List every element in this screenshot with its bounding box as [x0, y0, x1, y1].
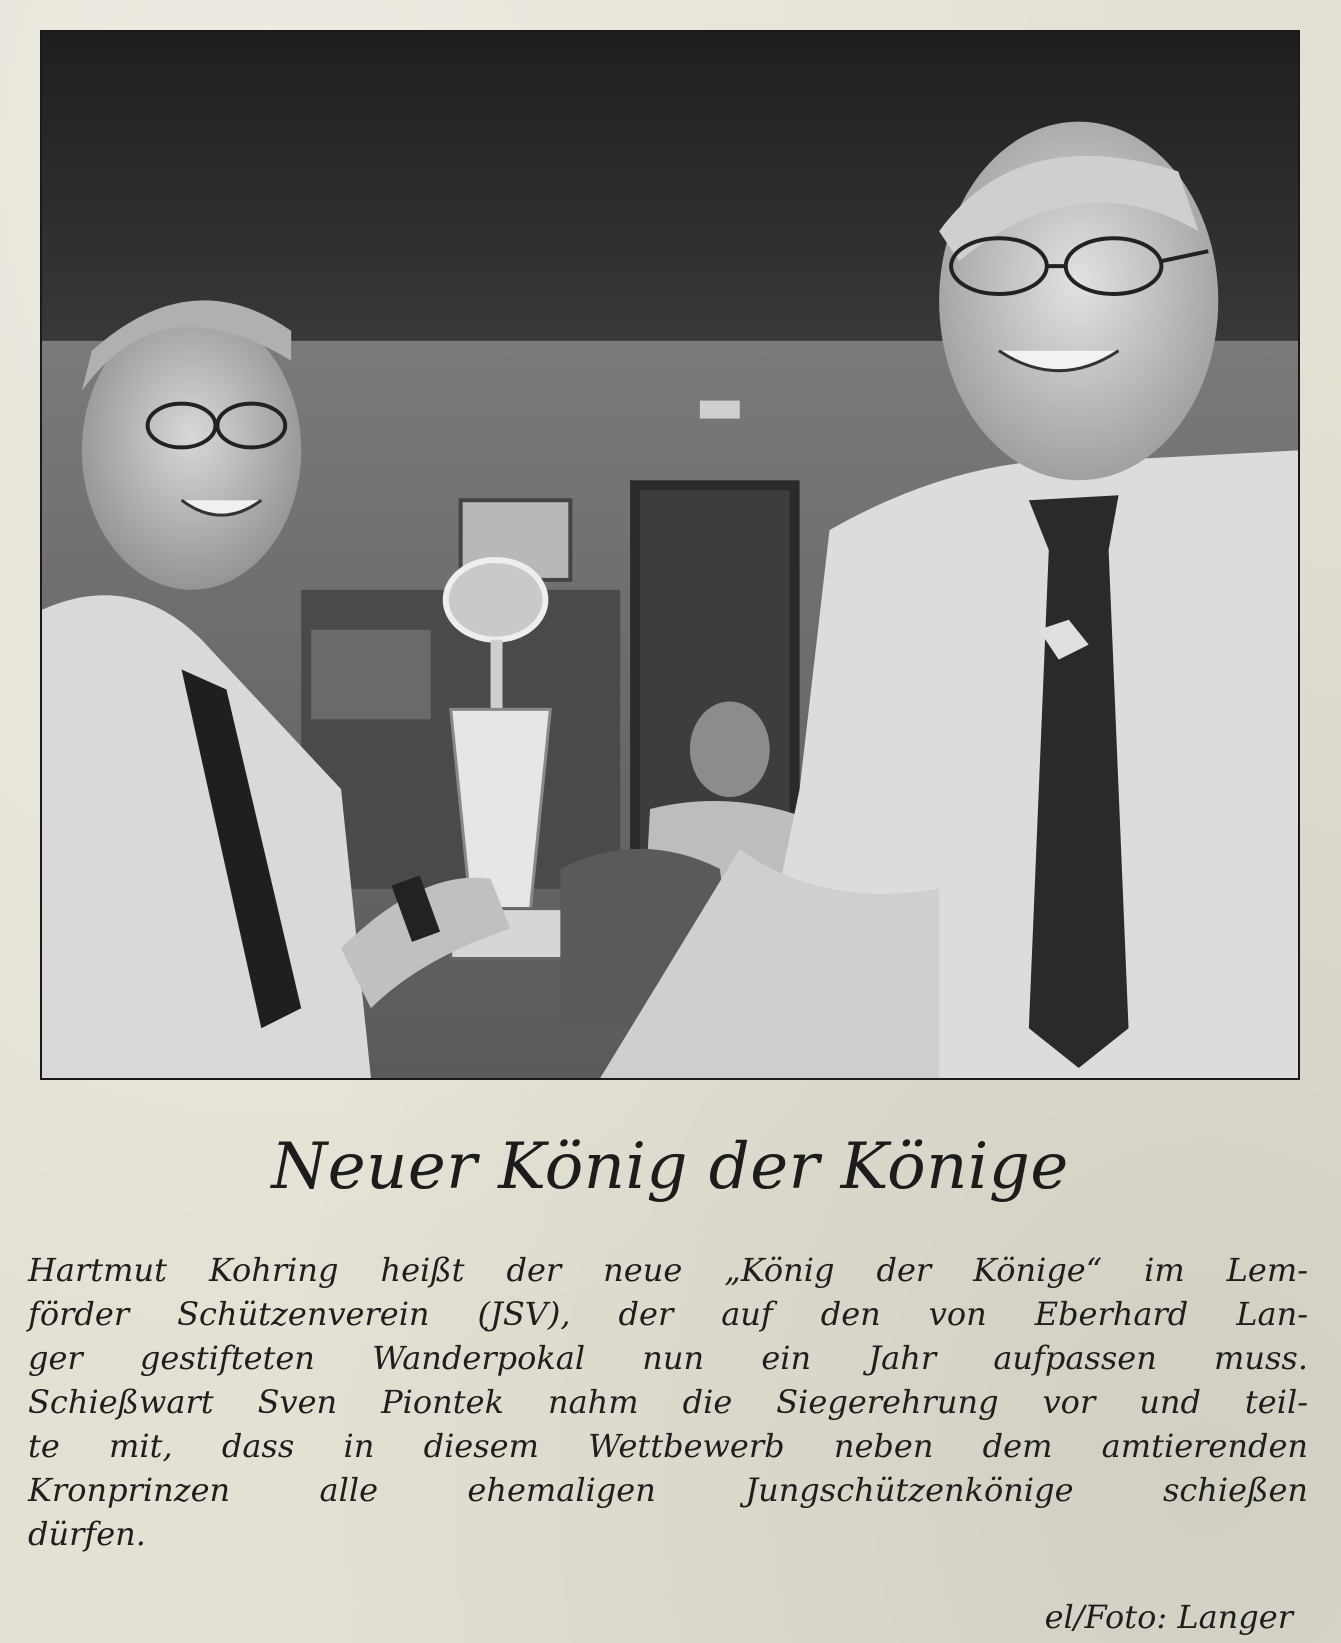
- photo-credit: el/Foto: Langer: [1044, 1598, 1293, 1636]
- caption-line: Kronprinzen alle ehemaligen Jungschützenkönige schießen: [28, 1471, 1308, 1509]
- caption-line: ger gestifteten Wanderpokal nun ein Jahr aufpassen muss.: [28, 1339, 1308, 1377]
- caption-line: Schießwart Sven Piontek nahm die Siegerehrung vor und teil-: [28, 1383, 1308, 1421]
- photo-caption: [28, 1248, 1308, 1556]
- caption-line: dürfen.: [28, 1515, 146, 1553]
- caption-line: te mit, dass in diesem Wettbewerb neben dem amtierenden: [28, 1427, 1308, 1465]
- photo-illustration: [42, 32, 1298, 1078]
- caption-line: Hartmut Kohring heißt der neue „König der Könige“ im Lem-: [28, 1251, 1308, 1289]
- article-photo: [40, 30, 1300, 1080]
- caption-line: förder Schützenverein (JSV), der auf den von Eberhard Lan-: [28, 1295, 1308, 1333]
- headline: Neuer König der Könige: [271, 1130, 1069, 1204]
